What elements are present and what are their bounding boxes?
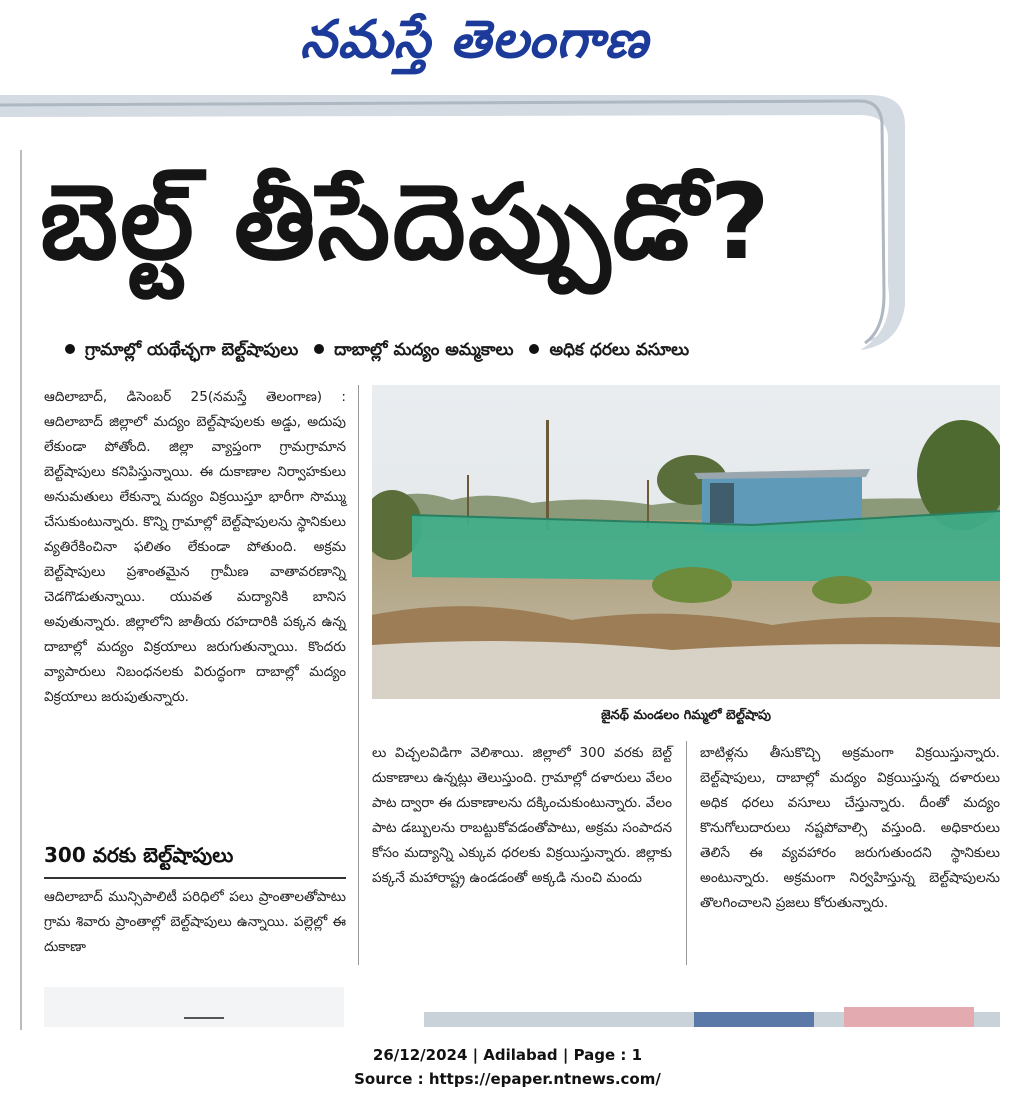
article-column-3 — [700, 741, 1000, 916]
subhead-2: దాబాల్లో మద్యం అమ్మకాలు — [334, 340, 514, 360]
article-paragraph-4: బాటిళ్లను తీసుకొచ్చి అక్రమంగా విక్రయిస్తున్నారు. బెల్ట్‌షాపులు, దాబాల్లో మద్యం విక్రయిస్తున్న దళారులు అధిక ధరలు వసూలు చేస్తున్నారు. దీంతో మద్యం కొనుగోలుదారులు నష్టపోవాల్సి వస్తుంది. అధికారులు తెలిసే ఈ వ్యవహారం జరుగుతుందని స్థానికులు అంటున్నారు. అక్రమంగా నిర్వహిస్తున్న బెల్ట్‌షాపులను తొలగించాలని ప్రజలు కోరుతున్నారు. — [700, 745, 1000, 911]
subheads — [55, 340, 955, 364]
article-paragraph-1: ఆదిలాబాద్‌, డిసెంబర్‌ 25(నమస్తే తెలంగాణ) : ఆదిలాబాద్‌ జిల్లాలో మద్యం బెల్ట్‌షాపులకు అడ్డు, అదుపు లేకుండా పోతోంది. జిల్లా వ్యాప్తంగా గ్రామగ్రామాన బెల్ట్‌షాపులు కనిపిస్తున్నాయి. ఈ దుకాణాల నిర్వాహకులు అనుమతులు లేకున్నా మద్యం విక్రయిస్తూ భారీగా సొమ్ము చేసుకుంటున్నారు. కొన్ని గ్రామాల్లో బెల్ట్‌షాపులను స్థానికులు వ్యతిరేకించినా ఫలితం లేకుండా పోతుంది. అక్రమ బెల్ట్‌షాపులు ప్రశాంతమైన గ్రామీణ వాతావరణాన్ని చెడగొడుతున్నాయి. యువత మద్యానికి బానిస అవుతున్నారు. జిల్లాలోని జాతీయ రహదారికి పక్కన ఉన్న దాబాల్లో మద్యం విక్రయాలు జరుగుతున్నాయి. కొందరు వ్యాపారులు నిబంధనలకు విరుద్ధంగా దాబాల్లో మద్యం విక్రయాలు జరుపుతున్నారు. — [44, 389, 346, 705]
article-photo — [372, 385, 1000, 699]
bullet-icon — [529, 344, 539, 354]
next-article-image-strip — [44, 987, 1000, 1027]
article-column-1 — [44, 385, 346, 710]
column-divider — [686, 741, 687, 965]
subtitle-rule — [44, 877, 346, 879]
source-link[interactable]: Source : https://epaper.ntnews.com/ — [354, 1070, 661, 1088]
column-divider — [358, 385, 359, 965]
page-info: 26/12/2024 | Adilabad | Page : 1 — [372, 1046, 643, 1064]
masthead — [0, 2, 1015, 90]
subhead-3: అధిక ధరలు వసూలు — [549, 340, 690, 360]
article-subtitle: 300 వరకు బెల్ట్‌షాపులు — [44, 843, 234, 867]
article-paragraph-3: లు విచ్చలవిడిగా వెలిశాయి. జిల్లాలో 300 వరకు బెల్ట్‌ దుకాణాలు ఉన్నట్లు తెలుస్తుంది. గ్రామాల్లో దళారులు వేలం పాట ద్వారా ఈ దుకాణాలను దక్కించుకుంటున్నారు. వేలం పాట డబ్బులను రాబట్టుకోవడంతోపాటు, అక్రమ సంపాదన కోసం మద్యాన్ని ఎక్కువ ధరలకు విక్రయిస్తున్నారు. జిల్లాకు పక్కనే మహారాష్ట్ర ఉండడంతో అక్కడి నుంచి మందు — [372, 745, 672, 886]
newspaper-logo: నమస్తే తెలంగాణ — [300, 10, 649, 70]
bullet-icon — [314, 344, 324, 354]
photo-caption: జైనథ్‌ మండలం గిమ్మలో బెల్ట్‌షాపు — [601, 708, 771, 723]
article-column-1-continued — [44, 885, 346, 960]
article-paragraph-2: ఆదిలాబాద్‌ మున్సిపాలిటీ పరిధిలో పలు ప్రాంతాలతోపాటు గ్రామ శివారు ప్రాంతాల్లో బెల్ట్‌షాపులు ఉన్నాయి. పల్లెల్లో ఈ దుకాణా — [44, 889, 346, 955]
bullet-icon — [65, 344, 75, 354]
belt-shop-photo — [372, 385, 1000, 699]
left-column-rule — [20, 150, 22, 1030]
article-column-2 — [372, 741, 672, 891]
subhead-1: గ్రామాల్లో యథేచ్ఛగా బెల్ట్‌షాపులు — [85, 340, 299, 360]
headline: బెల్ట్‌ తీసేదెప్పుడో? — [40, 161, 772, 283]
